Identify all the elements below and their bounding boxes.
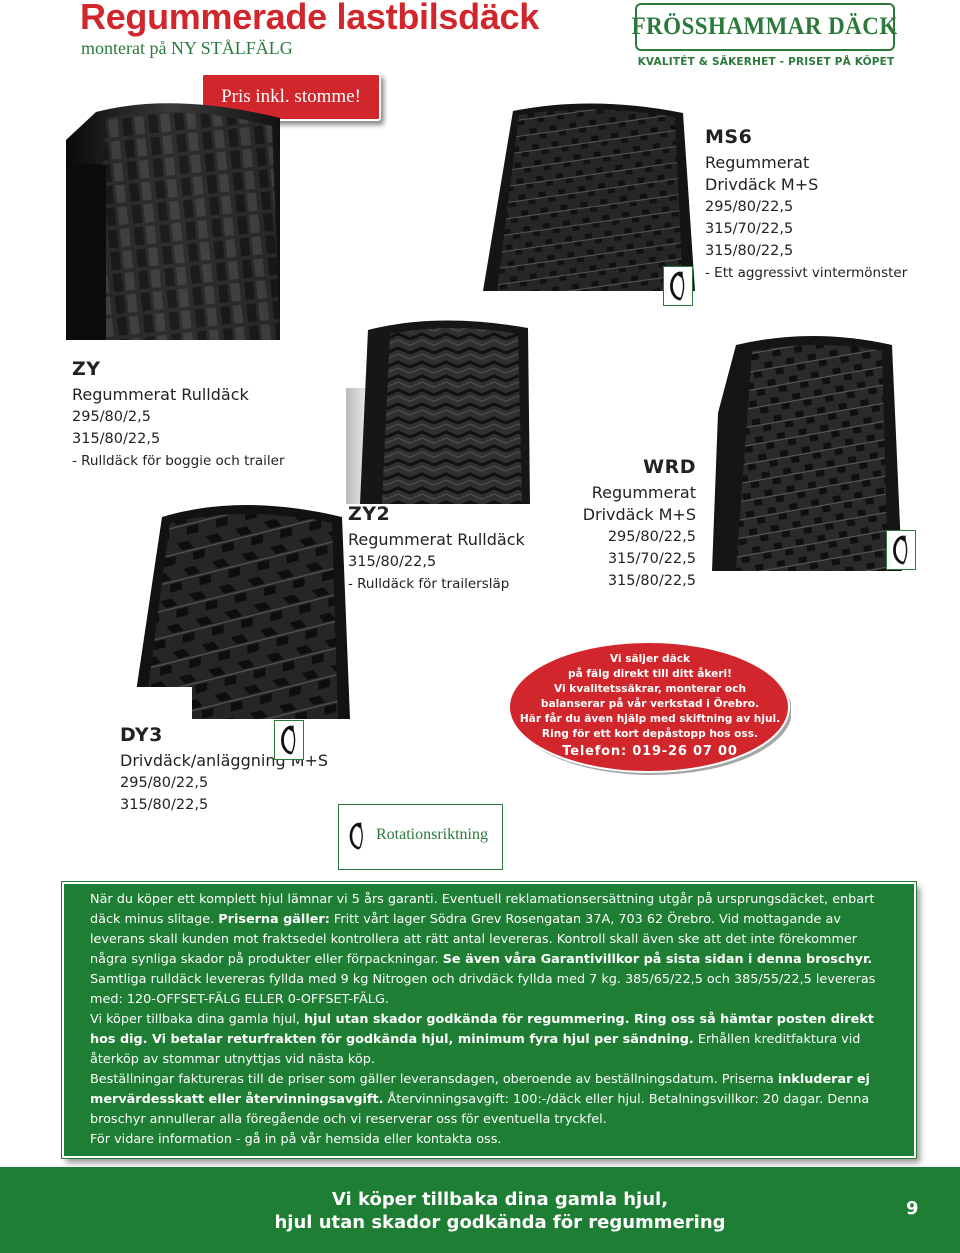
rotation-direction-icon (663, 266, 693, 306)
product-ms6 (705, 126, 907, 284)
tire-image-wrd (712, 333, 902, 571)
info-paragraph: För vidare information - gå in på vår hemsida eller kontakta oss. (90, 1132, 502, 1147)
product-size: 295/80/2,5 (72, 409, 151, 425)
tire-image-zy2 (338, 318, 533, 504)
brand-tagline: KVALITÉT & SÄKERHET - PRISET PÅ KÖPET (637, 56, 895, 68)
tire-image-zy (66, 100, 280, 340)
product-size: 315/80/22,5 (607, 573, 696, 589)
phone-number: Telefon: 019-26 07 00 (562, 744, 738, 759)
product-name: ZY2 (348, 503, 391, 525)
info-text (90, 890, 890, 1150)
info-paragraph: Fritt vårt lager Södra Grev Rosengatan 37A, 703 62 Örebro. Vid mottagande av leverans skall kunden mot fraktsedel kontrollera att rätt antal levereras. Kontroll skall även ske att det inte förekommer några synliga skador på produkter eller förpackningar. (90, 912, 858, 967)
product-name: MS6 (705, 126, 753, 148)
product-size: 315/70/22,5 (705, 221, 794, 237)
page-title: Regummerade lastbilsdäck (80, 0, 539, 37)
sale-line: Vi kvalitetssäkrar, monterar och (553, 683, 747, 695)
product-zy2 (348, 503, 525, 595)
rotation-direction-icon (344, 813, 370, 859)
sale-line: Här får du även hjälp med skiftning av hjul. (519, 713, 781, 725)
product-zy (72, 358, 285, 472)
footer-slogan-line2: hjul utan skador godkända för regummering (274, 1212, 726, 1233)
product-line: Drivdäck M+S (705, 175, 819, 194)
product-line: Regummerat (705, 153, 810, 172)
product-size: 295/80/22,5 (607, 529, 696, 545)
product-size: 315/80/22,5 (348, 554, 437, 570)
product-line: Regummerat Rulldäck (348, 530, 525, 549)
product-line: Regummerat Rulldäck (72, 385, 249, 404)
product-size: 315/80/22,5 (72, 431, 161, 447)
info-paragraph: Erhållen kreditfaktura vid återköp av stommar utnyttjas vid nästa köp. (90, 1032, 861, 1067)
product-wrd (560, 456, 696, 592)
info-paragraph: Vi köper tillbaka dina gamla hjul, (90, 1012, 300, 1027)
product-desc: - Ett aggressivt vintermönster (705, 265, 908, 281)
tire-image-ms6 (483, 101, 695, 291)
brand-logo (631, 3, 899, 51)
product-name: ZY (72, 358, 101, 380)
product-desc: - Rulldäck för trailersläp (348, 576, 510, 592)
sale-line: på fälg direkt till ditt åkeri! (568, 668, 732, 680)
info-bold: inkluderar ej mervärdesskatt eller återvinningsavgift. (90, 1072, 870, 1107)
sale-line: balanserar på vår verkstad i Örebro. (540, 698, 760, 710)
product-line: Drivdäck M+S (582, 505, 696, 524)
sale-line: Ring för ett kort depåstopp hos oss. (541, 728, 759, 740)
brand-name: FRÖSSHAMMAR DÄCK (631, 13, 899, 40)
footer-bar (0, 1167, 960, 1253)
page-subtitle: monterat på NY STÅLFÄLG (81, 38, 293, 58)
product-desc: - Rulldäck för boggie och trailer (72, 453, 285, 469)
page-number: 9 (906, 1198, 919, 1219)
info-bold: Priserna gäller: (218, 912, 330, 927)
product-size: 315/80/22,5 (705, 243, 794, 259)
footer-slogan-line1: Vi köper tillbaka dina gamla hjul, (331, 1189, 669, 1210)
info-paragraph: När du köper ett komplett hjul lämnar vi 5 års garanti. Eventuell reklamationsersättning utgår på ursprungsdäcket, enbart däck minus slitage. (90, 892, 875, 927)
price-badge: Pris inkl. stomme! (201, 73, 381, 121)
product-size: 295/80/22,5 (705, 199, 794, 215)
legend-label: Rotationsriktning (376, 826, 488, 843)
sale-badge-text (505, 652, 795, 759)
product-size: 315/70/22,5 (607, 551, 696, 567)
info-paragraph: Samtliga rulldäck levereras fyllda med 9 kg Nitrogen och drivdäck fyllda med 7 kg. 385/65/22,5 och 385/55/22,5 levereras med: 120-OFFSET-FÄLG ELLER 0-OFFSET-FÄLG. (90, 972, 876, 1007)
product-line: Regummerat (591, 483, 696, 502)
product-name: DY3 (120, 724, 163, 746)
info-paragraph: Beställningar faktureras till de priser som gäller leveransdagen, oberoende av beställningsdatum. Priserna (90, 1072, 774, 1087)
sale-line: Vi säljer däck (609, 653, 691, 665)
info-bold: hjul utan skador godkända för regummering. Ring oss så hämtar posten direkt hos dig. Vi betalar returfrakten för godkända hjul, minimum fyra hjul per sändning. (90, 1012, 874, 1047)
product-line: Drivdäck/anläggning M+S (120, 751, 329, 770)
info-bold: Se även våra Garantivillkor på sista sidan i denna broschyr. (442, 952, 873, 967)
product-name: WRD (643, 456, 696, 478)
rotation-direction-icon (274, 720, 304, 760)
product-size: 295/80/22,5 (120, 775, 209, 791)
rotation-direction-icon (886, 530, 916, 570)
info-paragraph: Återvinningsavgift: 100:-/däck eller hjul. Betalningsvillkor: 20 dagar. Denna broschyr annullerar alla föregående och vi reserverar oss för eventuella tryckfel. (90, 1092, 870, 1127)
tire-image-dy3 (132, 497, 350, 719)
product-size: 315/80/22,5 (120, 797, 209, 813)
